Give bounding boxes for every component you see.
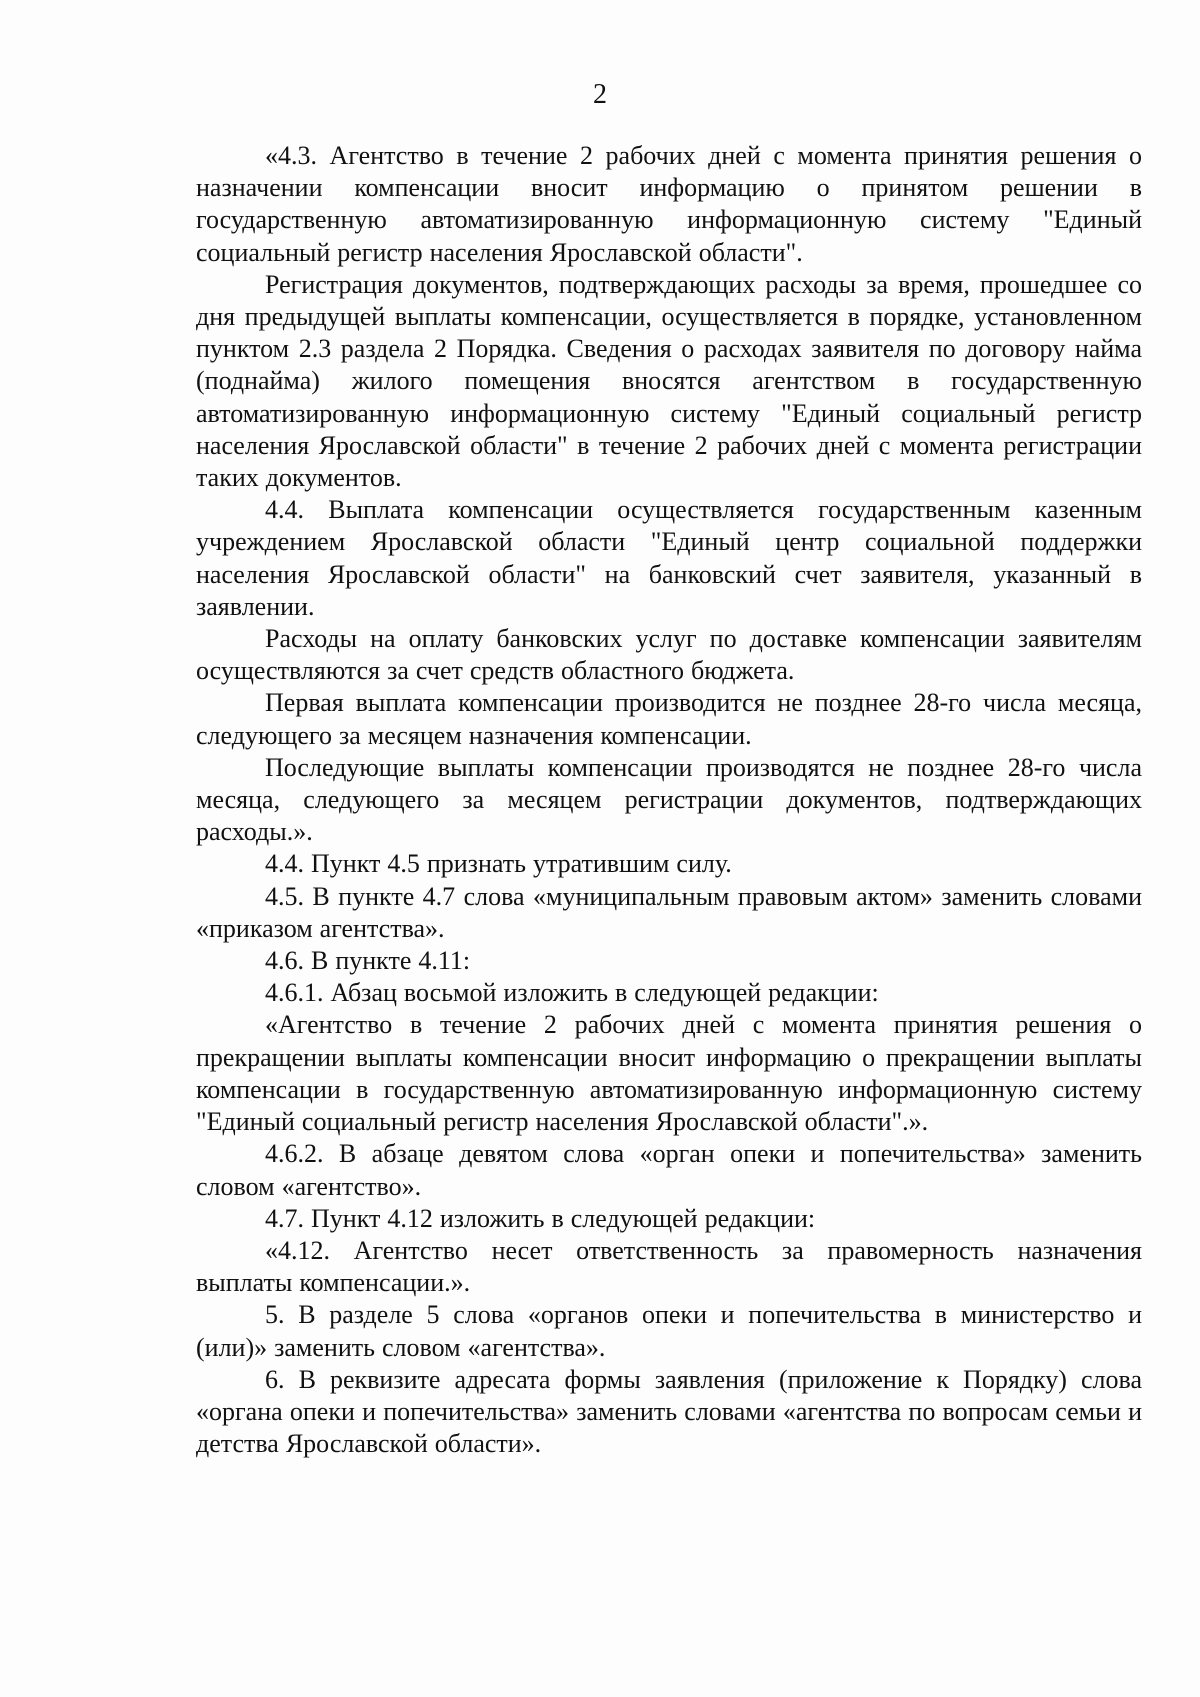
paragraph-4-5: 4.5. В пункте 4.7 слова «муниципальным правовым актом» заменить словами «приказом агентства». (196, 881, 1142, 943)
paragraph-4-4-payment: 4.4. Выплата компенсации осуществляется государственным казенным учреждением Ярославской области "Единый центр социальной поддержки населения Ярославской области" на банковский счет заявителя, указанный в заявлении. (196, 495, 1142, 621)
paragraph-4-6-1: 4.6.1. Абзац восьмой изложить в следующей редакции: (265, 978, 879, 1008)
paragraph-bank-expenses: Расходы на оплату банковских услуг по доставке компенсации заявителям осуществляются за счет средств областного бюджета. (196, 624, 1142, 686)
page-number: 2 (593, 79, 607, 110)
paragraph-termination: «Агентство в течение 2 рабочих дней с момента принятия решения о прекращении выплаты компенсации вносит информацию о прекращении выплаты компенсации в государственную автоматизированную информационную систему "Единый социальный регистр населения Ярославской области".». (196, 1010, 1142, 1137)
paragraph-4-6: 4.6. В пункте 4.11: (265, 946, 471, 976)
paragraph-5: 5. В разделе 5 слова «органов опеки и попечительства в министерство и (или)» заменить словом «агентства». (196, 1300, 1142, 1362)
paragraph-4-4-repeal: 4.4. Пункт 4.5 признать утратившим силу. (265, 849, 732, 879)
paragraph-4-12: «4.12. Агентство несет ответственность за правомерность назначения выплаты компенсации.». (196, 1235, 1142, 1298)
paragraph-subsequent-payments: Последующие выплаты компенсации производятся не позднее 28-го числа месяца, следующего за месяцем регистрации документов, подтверждающих расходы.». (196, 752, 1142, 847)
paragraph-first-payment: Первая выплата компенсации производится не позднее 28-го числа месяца, следующего за месяцем назначения компенсации. (196, 688, 1142, 750)
paragraph-6: 6. В реквизите адресата формы заявления (приложение к Порядку) слова «органа опеки и попечительства» заменить словами «агентства по вопросам семьи и детства Ярославской области». (196, 1364, 1142, 1459)
paragraph-4-3: «4.3. Агентство в течение 2 рабочих дней с момента принятия решения о назначении компенсации вносит информацию о принятом решении в государственную автоматизированную информационную систему "Единый социальный регистр населения Ярославской области". (196, 141, 1142, 267)
paragraph-4-7: 4.7. Пункт 4.12 изложить в следующей редакции: (265, 1203, 816, 1233)
paragraph-registration: Регистрация документов, подтверждающих расходы за время, прошедшее со дня предыдущей выплаты компенсации, осуществляется в порядке, установленном пунктом 2.3 раздела 2 Порядка. Сведения о расходах заявителя по договору найма (поднайма) жилого помещения вносятся агентством в государственную автоматизированную информационную систему "Единый социальный регистр населения Ярославской области" в течение 2 рабочих дней с момента регистрации таких документов. (196, 269, 1142, 493)
paragraph-4-6-2: 4.6.2. В абзаце девятом слова «орган опеки и попечительства» заменить словом «агентство». (196, 1139, 1142, 1201)
document-body (196, 140, 1142, 1460)
